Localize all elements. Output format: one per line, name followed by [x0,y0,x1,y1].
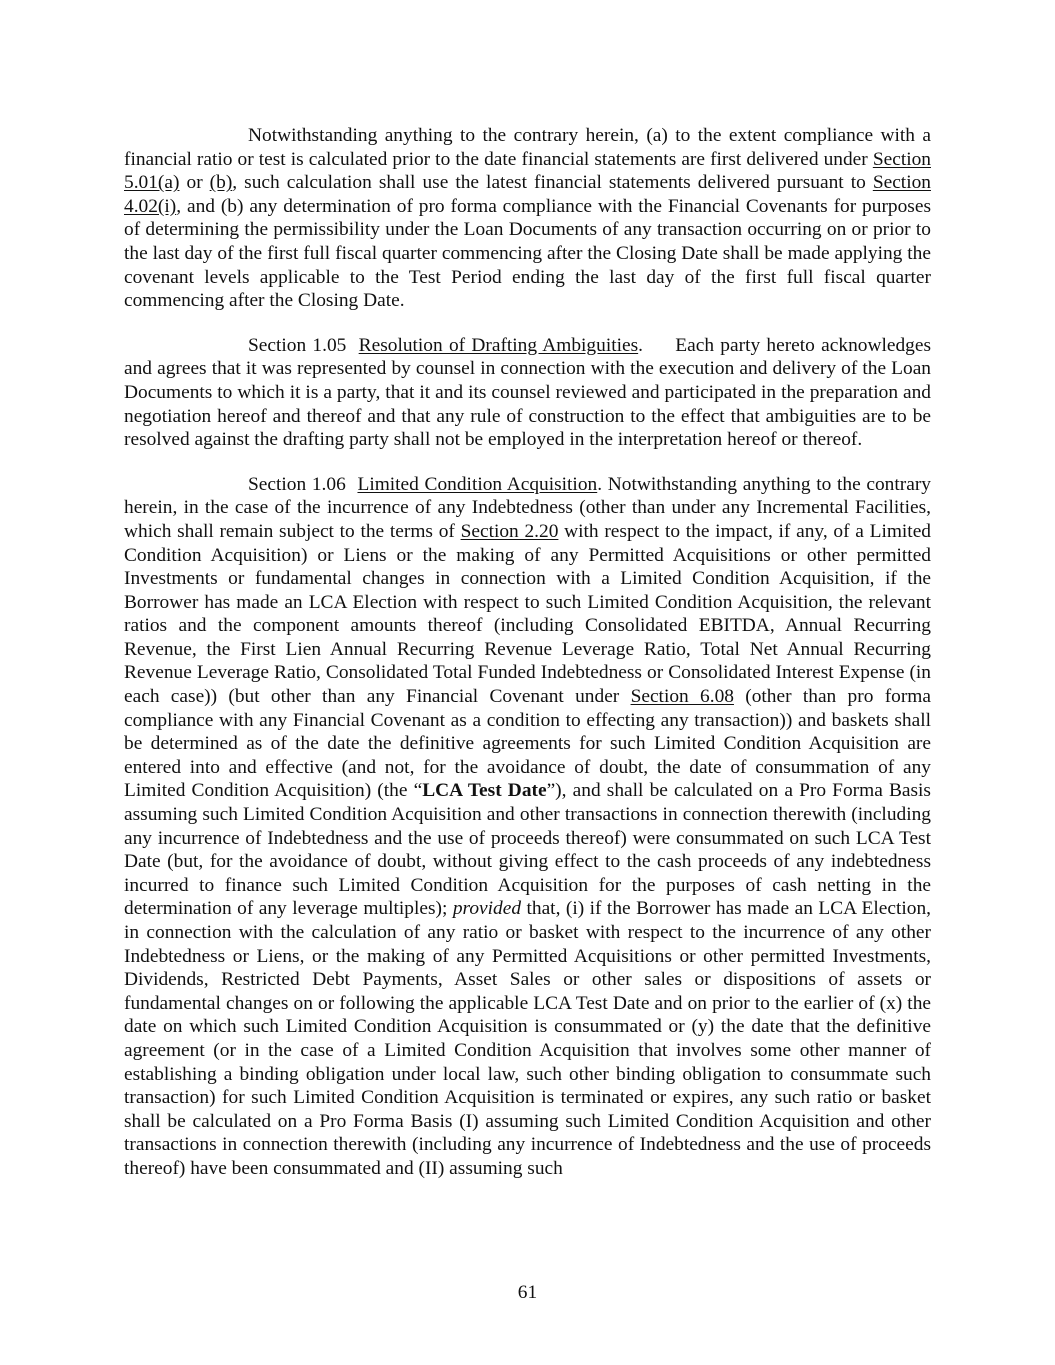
text-run: , and (b) any determination of pro forma compliance with the Financial Covenants for purposes of determining the permissibility under the Loan Documents of any transaction occurring on or prior to the last day of the first full fiscal quarter commencing after the Closing Date shall be made applying the covenant levels applicable to the Test Period ending the last day of the first full fiscal quarter commencing after the Closing Date. [124,195,931,312]
section-1-06-paragraph [124,473,931,1181]
text-run: that, (i) if the Borrower has made an LCA Election, in connection with the calculation of any ratio or basket with respect to the incurrence of any other Indebtedness or Liens, or the making of any Permitted Acquisitions or other permitted Investments, Dividends, Restricted Debt Payments, Asset Sales or other sales or dispositions of assets or fundamental changes on or following the applicable LCA Test Date and on prior to the earlier of (x) the date on which such Limited Condition Acquisition is consummated or (y) the date that the definitive agreement (or in the case of a Limited Condition Acquisition that involves some other manner of establishing a binding obligation under local law, such other binding obligation to consummate such transaction) for such Limited Condition Acquisition is terminated or expires, any such ratio or basket shall be calculated on a Pro Forma Basis (I) assuming such Limited Condition Acquisition and other transactions in connection therewith (including any incurrence of Indebtedness and the use of proceeds thereof) have been consummated and (II) assuming such [124,898,931,1179]
text-run: . Notwithstanding anything to the contrary herein, in the case of the incurrence of any Indebtedness (other than under any Incremental Facilities, which shall remain subject to the terms of [124,473,931,542]
cross-reference-section-5-01-a: Section 5.01(a) [124,148,931,194]
text-run: (other than pro forma compliance with any Financial Covenant as a condition to effecting any transaction)) and baskets shall be determined as of the date the definitive agreements for such Limited Condition Acquisition are entered into and effective (and not, for the avoidance of doubt, the date of consummation of any Limited Condition Acquisition) (the “ [124,686,931,802]
cross-reference-b: (b) [209,172,233,194]
defined-term-lca-test-date: LCA Test Date [422,780,547,802]
text-run: Notwithstanding anything to the contrary herein, (a) to the extent compliance with a financial ratio or test is calculated prior to the date financial statements are first delivered under [124,125,931,170]
page-number: 61 [517,1282,538,1303]
text-run: , such calculation shall use the latest financial statements delivered pursuant to [232,172,873,194]
section-number: Section 1.05 [248,334,347,356]
text-run: with respect to the impact, if any, of a Limited Condition Acquisition) or Liens or the making of any Permitted Acquisitions or other permitted Investments or fundamental changes in connection with a Limited Condition Acquisition, if the Borrower has made an LCA Election with respect to such Limited Condition Acquisition, the relevant ratios and the component amounts thereof (including Consolidated EBITDA, Annual Recurring Revenue, the First Lien Annual Recurring Revenue Leverage Ratio, Total Net Annual Recurring Revenue Leverage Ratio, Consolidated Total Funded Indebtedness or Consolidated Interest Expense (in each case)) (but other than any Financial Covenant under [124,520,931,708]
text-run: Each party hereto [675,334,815,356]
cross-reference-section-4-02-i: Section 4.02(i) [124,172,931,217]
cross-reference-section-6-08: Section 6.08 [630,686,734,708]
section-1-05-paragraph [124,334,931,452]
text-run: ”), and shall be calculated on a Pro Forma Basis assuming such Limited Condition Acquisition and other transactions in connection therewith (including any incurrence of Indebtedness and the use of proceeds thereof) were consummated on such LCA Test Date (but, for the avoidance of doubt, without giving effect to the cash proceeds of any indebtedness incurred to finance such Limited Condition Acquisition for the purposes of cash netting in the determination of any leverage multiples); [124,780,931,920]
text-run: or [179,172,210,194]
proviso-term: provided [452,898,522,920]
document-page [124,124,931,1202]
cross-reference-section-2-20: Section 2.20 [460,520,559,542]
section-heading: Resolution of Drafting Ambiguities [358,334,639,356]
section-number: Section 1.06 [248,473,346,495]
text-run: acknowledges and agrees that it was represented by counsel in connection with the execution and delivery of the Loan Documents to which it is a party, that it and its counsel reviewed and participated in the preparation and negotiation hereof and thereof and that any rule of construction to the effect that ambiguities are to be resolved against the drafting party shall not be employed in the interpretation hereof or thereof. [124,334,931,451]
paragraph-financial-statements [124,124,931,313]
section-heading: Limited Condition Acquisition [357,473,598,495]
heading-period: . [638,334,643,356]
